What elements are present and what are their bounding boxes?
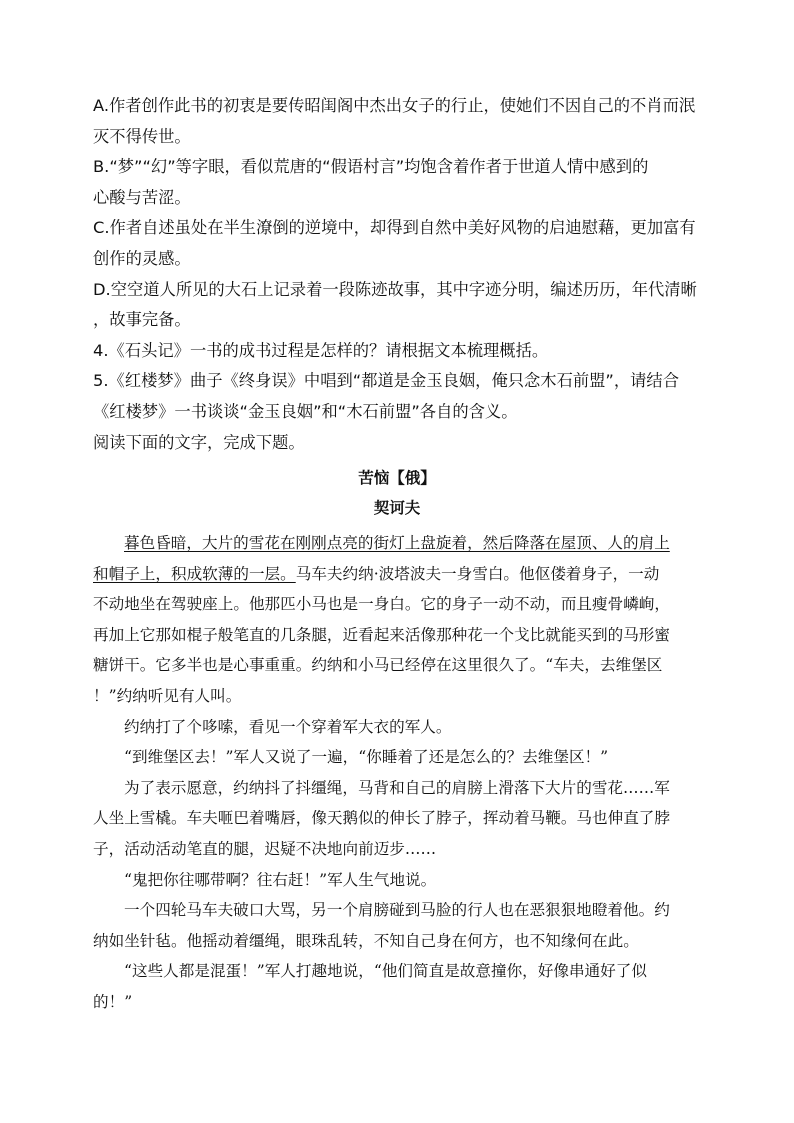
reading-instruction: 阅读下面的文字，完成下题。 xyxy=(93,432,305,452)
option-c-line-1: C.作者自述虽处在半生潦倒的逆境中，却得到自然中美好风物的启迪慰藉，更加富有 xyxy=(93,218,696,238)
story-text: 马车夫约纳·波塔波夫一身雪白。他伛偻着身子，一动 xyxy=(295,564,660,583)
story-paragraph-1-line-2 xyxy=(93,559,701,590)
story-paragraph-1-line-6: ！”约纳听见有人叫。 xyxy=(93,686,242,705)
story-paragraph-6-line-1 xyxy=(93,895,701,926)
story-paragraph-5 xyxy=(93,865,701,896)
option-b-line-1: B.“梦”“幻”等字眼，看似荒唐的“假语村言”均饱含着作者于世道人情中感到的 xyxy=(93,157,649,177)
underlined-passage: 和帽子上，积成软薄的一层。 xyxy=(93,564,296,583)
story-text: “到维堡区去！”军人又说了一遍，“你睡着了还是怎么的？去维堡区！” xyxy=(124,748,609,767)
option-d-line-1: D.空空道人所见的大石上记录着一段陈迹故事，其中字迹分明，编述历历，年代清晰 xyxy=(93,279,697,299)
story-paragraph-6-line-2: 纳如坐针毡。他摇动着缰绳，眼珠乱转，不知自己身在何方，也不知缘何在此。 xyxy=(93,931,639,950)
story-paragraph-7-line-1 xyxy=(93,956,701,987)
story-paragraph-1-line-1 xyxy=(93,528,701,559)
story-author: 契诃夫 xyxy=(373,498,421,517)
question-4: 4.《石头记》一书的成书过程是怎样的？请根据文本梳理概括。 xyxy=(93,340,549,360)
story-paragraph-4-line-1 xyxy=(93,773,701,804)
underlined-passage: 暮色昏暗，大片的雪花在刚刚点亮的街灯上盘旋着，然后降落在屋顶、人的肩上 xyxy=(124,534,670,552)
option-d-line-2: ，故事完备。 xyxy=(93,310,191,330)
story-text: 约纳打了个哆嗦，看见一个穿着军大衣的军人。 xyxy=(124,717,452,736)
story-paragraph-3 xyxy=(93,742,701,773)
story-paragraph-1-line-3: 不动地坐在驾驶座上。他那匹小马也是一身白。它的身子一动不动，而且瘦骨嶙峋， xyxy=(93,595,670,614)
story-text: “鬼把你往哪带啊？往右赶！”军人生气地说。 xyxy=(124,870,437,889)
option-c-line-2: 创作的灵感。 xyxy=(93,248,191,268)
story-title: 苦恼【俄】 xyxy=(358,468,436,487)
story-body xyxy=(93,528,701,1018)
option-a-line-2: 灭不得传世。 xyxy=(93,126,191,146)
story-text: 一个四轮马车夫破口大骂，另一个肩膀碰到马脸的行人也在恶狠狠地瞪着他。约 xyxy=(124,901,670,920)
question-options xyxy=(93,91,701,458)
story-paragraph-2 xyxy=(93,712,701,743)
story-paragraph-1-line-5: 糖饼干。它多半也是心事重重。约纳和小马已经停在这里很久了。“车夫，去维堡区 xyxy=(93,656,663,675)
question-5-line-1: 5.《红楼梦》曲子《终身误》中唱到“都道是金玉良姻，俺只念木石前盟”，请结合 xyxy=(93,371,679,391)
story-text: 为了表示愿意，约纳抖了抖缰绳，马背和自己的肩膀上滑落下大片的雪花……军 xyxy=(124,778,670,797)
story-paragraph-1-line-4: 再加上它那如棍子般笔直的几条腿，近看起来活像那种花一个戈比就能买到的马形蜜 xyxy=(93,625,670,644)
question-5-line-2: 《红楼梦》一书谈谈“金玉良姻”和“木石前盟”各自的含义。 xyxy=(93,401,518,421)
story-paragraph-4-line-3: 子，活动活动笔直的腿，迟疑不决地向前迈步…… xyxy=(93,839,437,858)
story-paragraph-7-line-2: 的！” xyxy=(93,992,133,1011)
option-a-line-1: A.作者创作此书的初衷是要传昭闺阁中杰出女子的行止，使她们不因自己的不肖而泯 xyxy=(93,96,696,115)
option-b-line-2: 心酸与苦涩。 xyxy=(93,187,191,207)
story-paragraph-4-line-2: 人坐上雪橇。车夫咂巴着嘴唇，像天鹅似的伸长了脖子，挥动着马鞭。马也伸直了脖 xyxy=(93,809,670,828)
story-text: “这些人都是混蛋！”军人打趣地说，“他们简直是故意撞你，好像串通好了似 xyxy=(124,962,647,981)
